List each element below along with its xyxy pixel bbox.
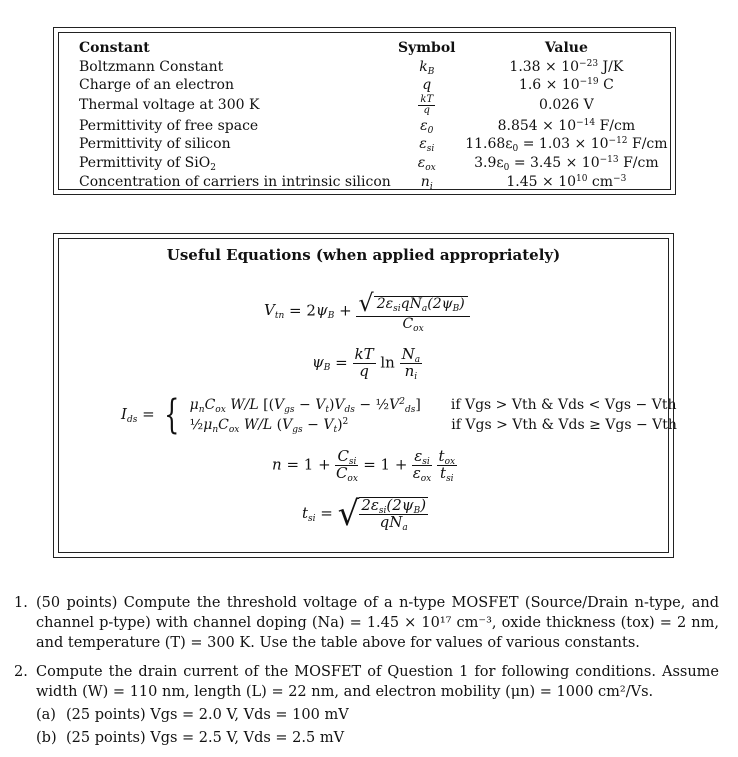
- constant-name: Permittivity of free space: [79, 117, 259, 134]
- constants-table-inner-frame: [58, 32, 671, 190]
- linear-region-condition: if Vgs > Vth & Vds < Vgs − Vth: [450, 397, 677, 413]
- question-2b-label: (b): [36, 730, 57, 746]
- question-2-text: Compute the drain current of the MOSFET of Question 1 for following conditions. Assume width (W) = 110 nm, length (L) = 22 nm, and electron mobility (μn) = 1000 cm²/Vs.: [36, 664, 719, 700]
- question-2a-text: (25 points) Vgs = 2.0 V, Vds = 100 mV: [66, 707, 349, 723]
- constants-table-frame: [53, 27, 676, 195]
- header-symbol: Symbol: [398, 40, 456, 56]
- table-row: [79, 154, 670, 173]
- constant-value: $3.9\varepsilon_0 = 3.45 \times 10^{-13}$ F/cm: [474, 154, 659, 173]
- constant-symbol: q: [422, 77, 432, 94]
- constant-value: $11.68\varepsilon_0 = 1.03 \times 10^{-12}$ F/cm: [465, 136, 668, 155]
- constant-symbol: $\varepsilon_{ox}$: [417, 154, 436, 173]
- question-1-text: (50 points) Compute the threshold voltage of a n-type MOSFET (Source/Drain n-type, and channel p-type) with channel doping (Na) = 1.45 × 10¹⁷ cm⁻³, oxide thickness (tox) = 2 nm, and temperature (T) = 300 K. Use the table above for values of various constants.: [36, 595, 719, 651]
- table-header-row: [79, 39, 670, 58]
- silicon-thickness-equation: $t_{si}$ = √ $\frac{2\varepsilon_{si}(2\psi_B)}{qN_a}$: [302, 494, 427, 534]
- threshold-voltage-equation: $V_{tn} = 2\psi_B$ + $\frac{√ 2\varepsilon_{si}qN_a(2\psi_B)}{C_{ox}}$: [264, 291, 470, 332]
- equations-title: Useful Equations (when applied appropriately): [166, 246, 561, 264]
- constant-value: $1.45 \times 10^{10}$ $cm^{-3}$: [506, 173, 627, 190]
- table-row: [79, 58, 670, 77]
- question-2: [14, 662, 719, 748]
- question-2a: [36, 705, 719, 725]
- constant-value: $1.6 \times 10^{-19}$ C: [518, 77, 614, 94]
- constant-symbol: $k_B$: [419, 58, 435, 77]
- constant-name: Boltzmann Constant: [79, 58, 224, 75]
- questions-section: [14, 593, 719, 757]
- equations-frame: [53, 233, 677, 558]
- table-row: [79, 135, 670, 154]
- question-2a-label: (a): [36, 707, 56, 723]
- table-row: [79, 76, 670, 95]
- question-2-number: 2.: [14, 664, 28, 680]
- question-1-number: 1.: [14, 595, 28, 611]
- constant-name: Permittivity of SiO$_2$: [79, 154, 216, 173]
- constant-symbol: $n_i$: [420, 173, 433, 192]
- question-1: [14, 593, 719, 653]
- question-2b-text: (25 points) Vgs = 2.5 V, Vds = 2.5 mV: [66, 730, 345, 746]
- constants-table: [79, 39, 670, 191]
- constant-symbol: $\frac{kT}{q}$: [420, 93, 434, 117]
- constant-symbol: $\varepsilon_0$: [420, 117, 434, 136]
- header-value: Value: [544, 40, 588, 56]
- constant-name: Charge of an electron: [79, 77, 234, 94]
- constant-name: Thermal voltage at 300 K: [79, 97, 260, 114]
- fermi-potential-equation: $\psi_B$ = $\frac{kT}{q}$ ln $\frac{N_a}{n_i}$: [312, 345, 421, 382]
- table-row: [79, 95, 670, 117]
- table-row: [79, 117, 670, 136]
- table-row: [79, 173, 670, 192]
- constant-value: 0.026 V: [539, 97, 594, 114]
- constant-symbol: $\varepsilon_{si}$: [419, 136, 435, 155]
- header-constant: Constant: [79, 40, 150, 56]
- drain-current-equation: $I_{ds}$ = { $\mu_nC_{ox}$ W/L [$(V_{gs} - V_t)V_{ds}$ − $\frac{1}{2}V^2_{ds}$] if Vgs > Vth & Vds < Vgs − Vth $\frac{1}{2}\mu_nC_{ox}$ W/L $(V_{gs} - V_t)^2$ if Vgs > Vth & Vds ≥ Vgs − Vth: [121, 392, 677, 438]
- saturation-region-condition: if Vgs > Vth & Vds ≥ Vgs − Vth: [451, 417, 677, 433]
- equations-inner-frame: [58, 238, 677, 553]
- constant-name: Concentration of carriers in intrinsic silicon: [79, 173, 391, 190]
- constant-value: $8.854 \times 10^{-14}$ F/cm: [497, 117, 636, 134]
- constant-value: $1.38 \times 10^{-23}$ J/K: [509, 58, 624, 75]
- body-factor-equation: n = 1 + $\frac{C_{si}}{C_{ox}}$ = 1 + $\frac{\varepsilon_{si}}{\varepsilon_{ox}}$ $\frac{t_{ox}}{t_{si}}$: [272, 447, 456, 484]
- constant-name: Permittivity of silicon: [79, 136, 231, 153]
- question-2b: [36, 728, 719, 748]
